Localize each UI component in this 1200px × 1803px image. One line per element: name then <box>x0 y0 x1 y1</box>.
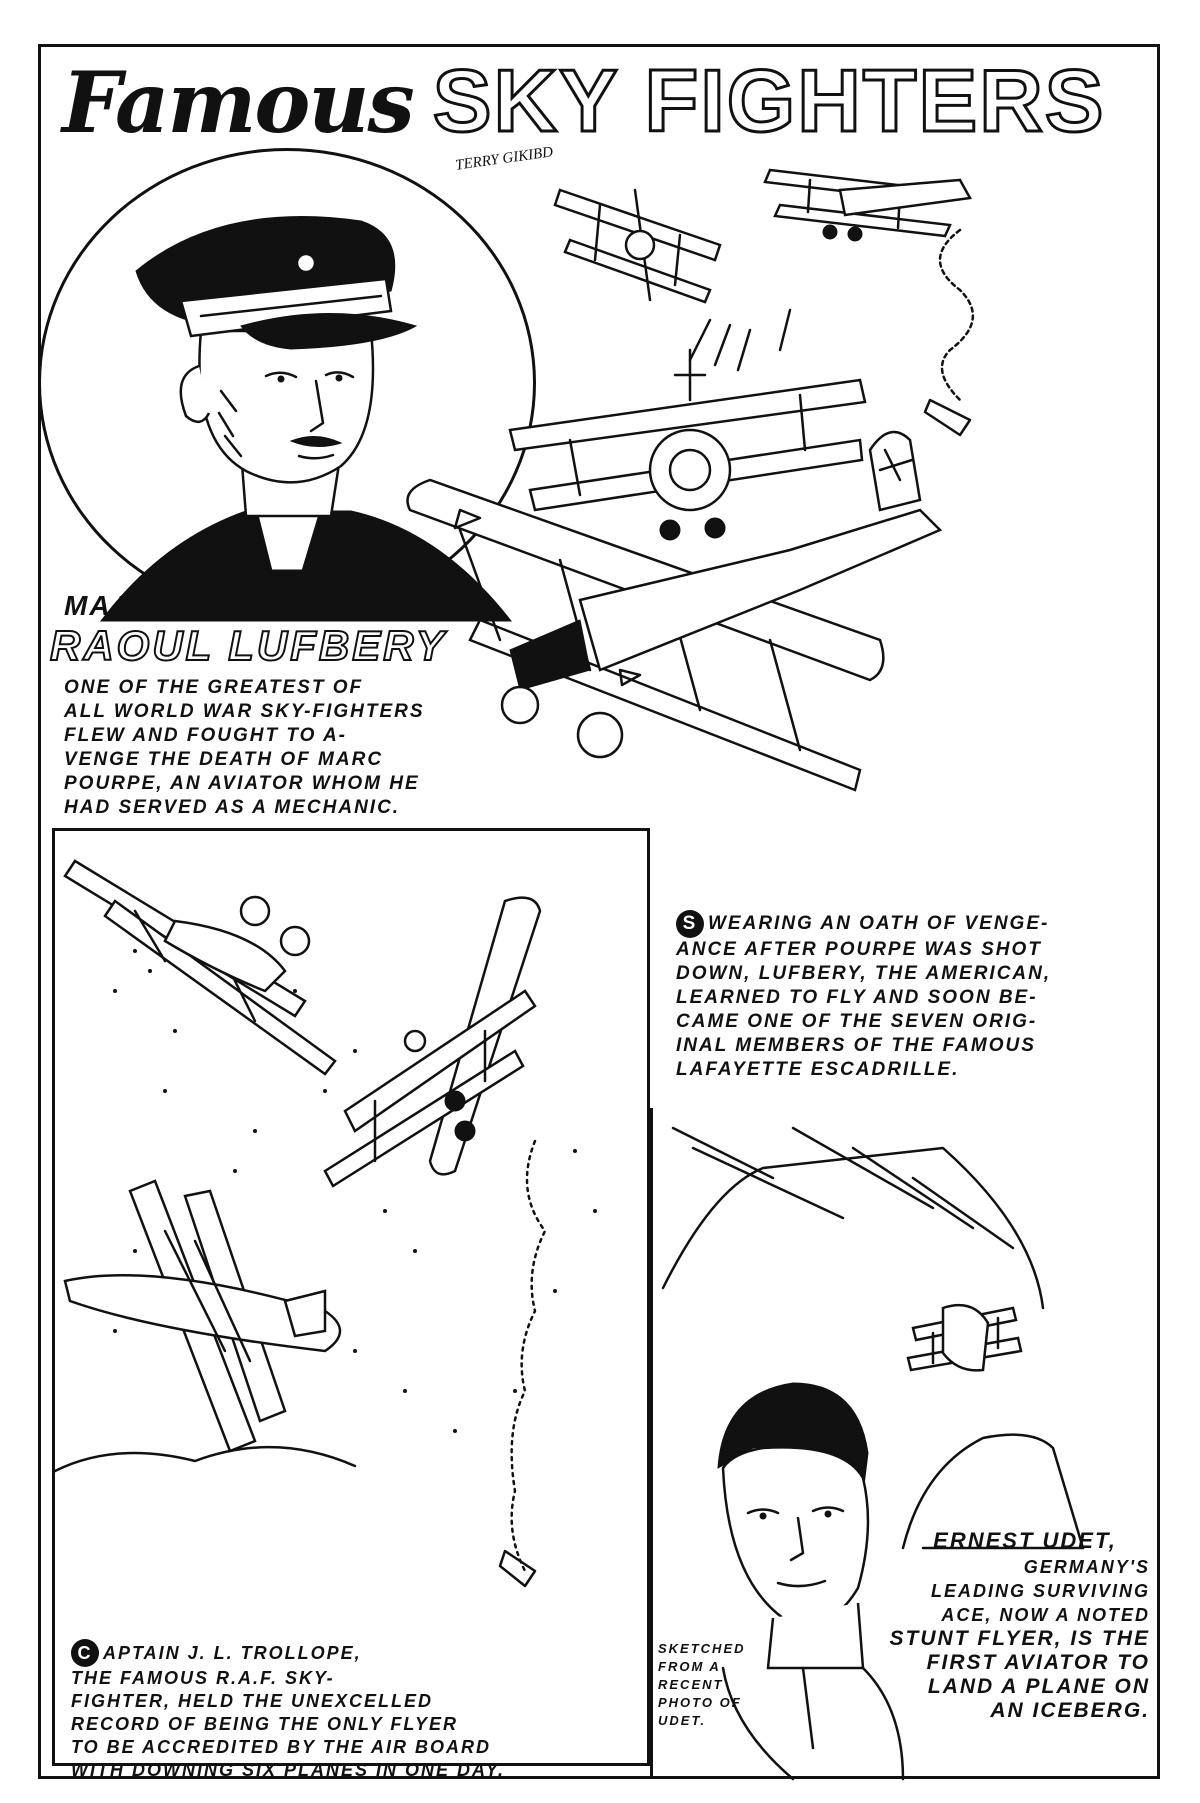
caption-line: LEARNED TO FLY AND SOON BE- <box>676 987 1038 1008</box>
biplane-distant-1 <box>555 190 720 302</box>
udet-name: ERNEST UDET, <box>933 1528 1117 1553</box>
caption-line: POURPE, AN AVIATOR WHOM HE <box>64 773 420 794</box>
caption-line: HAD SERVED AS A MECHANIC. <box>64 797 401 818</box>
caption-line <box>71 1639 641 1667</box>
sketch-note-line: FROM A <box>658 1659 721 1674</box>
trollope-caption <box>71 1639 641 1782</box>
dropcap-s: S <box>676 910 704 938</box>
major-label: MAJOR <box>64 590 176 621</box>
trollope-dogfight-drawing <box>55 831 653 1769</box>
caption-line: ANCE AFTER POURPE WAS SHOT <box>676 939 1042 960</box>
sketch-note <box>658 1640 758 1730</box>
sketch-note-line: PHOTO OF <box>658 1695 742 1710</box>
title-sky-fighters: SKY FIGHTERS <box>432 51 1106 150</box>
caption-line: LAFAYETTE ESCADRILLE. <box>676 1059 960 1080</box>
caption-line: LAND A PLANE ON <box>927 1675 1150 1698</box>
udet-stunt-plane <box>908 1305 1021 1370</box>
plane-diving-left <box>65 861 335 1074</box>
caption-line: INAL MEMBERS OF THE FAMOUS <box>676 1035 1036 1056</box>
biplane-head-on <box>510 350 865 540</box>
lufbery-portrait-drawing <box>41 151 539 621</box>
title-famous: Famous <box>62 53 413 152</box>
caption-line: ONE OF THE GREATEST OF <box>64 677 364 698</box>
lufbery-name: RAOUL LUFBERY <box>50 622 447 669</box>
dogfight-illustration-top <box>540 150 1160 830</box>
caption-line: TO BE ACCREDITED BY THE AIR BOARD <box>71 1737 492 1757</box>
comic-title <box>62 52 1105 152</box>
caption-line: AN ICEBERG. <box>990 1699 1150 1722</box>
sketch-note-line: UDET. <box>658 1713 707 1728</box>
caption-line: STUNT FLYER, IS THE <box>889 1627 1150 1650</box>
caption-line: DOWN, LUFBERY, THE AMERICAN, <box>676 963 1052 984</box>
caption-line: FIGHTER, HELD THE UNEXCELLED <box>71 1691 434 1711</box>
caption-line: RECORD OF BEING THE ONLY FLYER <box>71 1714 459 1734</box>
lufbery-caption <box>64 676 534 820</box>
caption-line: GERMANY'S <box>1023 1557 1150 1577</box>
caption-line: ACE, NOW A NOTED <box>941 1605 1150 1625</box>
cloud-stipple <box>113 949 597 1433</box>
caption-line: FIRST AVIATOR TO <box>926 1651 1150 1674</box>
trollope-panel <box>52 828 650 1780</box>
caption-line: VENGE THE DEATH OF MARC <box>64 749 384 770</box>
artist-signature: TERRY GIKIBD <box>454 144 555 174</box>
lufbery-portrait <box>38 148 536 618</box>
plane-climbing-center <box>325 898 540 1186</box>
plane-banking-bottom <box>65 1181 340 1451</box>
caption-line: WITH DOWNING SIX PLANES IN ONE DAY. <box>71 1760 506 1780</box>
sketch-note-line: SKETCHED <box>658 1641 746 1656</box>
caption-line: LEADING SURVIVING <box>930 1581 1150 1601</box>
caption-line: FLEW AND FOUGHT TO A- <box>64 725 347 746</box>
sketch-note-line: RECENT <box>658 1677 724 1692</box>
biplane-distant-2 <box>765 170 970 241</box>
caption-line: ALL WORLD WAR SKY-FIGHTERS <box>64 701 425 722</box>
oath-caption <box>676 910 1146 1082</box>
caption-line: CAME ONE OF THE SEVEN ORIG- <box>676 1011 1038 1032</box>
dropcap-c: C <box>71 1639 99 1667</box>
udet-caption <box>820 1555 1150 1723</box>
caption-line <box>676 910 1146 938</box>
caption-line-text: APTAIN J. L. TROLLOPE, <box>103 1643 362 1663</box>
caption-line-text: WEARING AN OATH OF VENGE- <box>708 913 1050 934</box>
caption-line: THE FAMOUS R.A.F. SKY- <box>71 1668 335 1688</box>
